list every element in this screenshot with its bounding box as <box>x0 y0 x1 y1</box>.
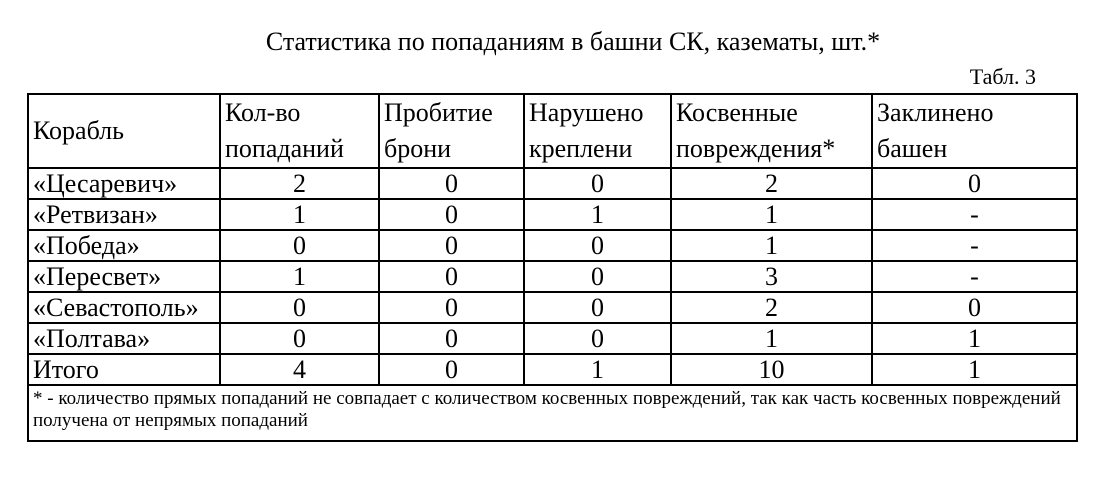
hits-cell: 0 <box>220 323 379 354</box>
total-indirect-damage-cell: 10 <box>671 354 872 385</box>
header-row <box>28 94 1077 168</box>
total-row <box>28 354 1077 385</box>
armor-penetration-cell: 0 <box>379 199 524 230</box>
statistics-table <box>27 93 1078 442</box>
total-jammed-turrets-cell: 1 <box>872 354 1077 385</box>
armor-penetration-cell: 0 <box>379 323 524 354</box>
footnote-row <box>28 385 1077 441</box>
hits-cell: 1 <box>220 261 379 292</box>
indirect-damage-cell: 1 <box>671 199 872 230</box>
mounting-damage-cell: 0 <box>524 261 671 292</box>
header-jammed-turrets <box>872 94 1077 168</box>
mounting-damage-cell: 0 <box>524 230 671 261</box>
total-label-cell: Итого <box>28 354 220 385</box>
hits-cell: 1 <box>220 199 379 230</box>
header-jammed-line-1: Заклинено <box>877 98 994 127</box>
header-armor-line-1: Пробитие <box>384 98 493 127</box>
header-mounting-line-2: креплени <box>529 134 633 163</box>
ship-name-cell: «Победа» <box>28 230 220 261</box>
armor-penetration-cell: 0 <box>379 230 524 261</box>
header-indirect-line-2: повреждения* <box>676 134 836 163</box>
hits-cell: 0 <box>220 292 379 323</box>
mounting-damage-cell: 0 <box>524 168 671 199</box>
header-hits-line-1: Кол-во <box>225 98 301 127</box>
indirect-damage-cell: 1 <box>671 230 872 261</box>
footnote: * - количество прямых попаданий не совпадает с количеством косвенных повреждений, так как часть косвенных повреждений получена от непрямых попаданий <box>28 385 1077 441</box>
header-armor-line-2: брони <box>384 134 452 163</box>
total-hits-cell: 4 <box>220 354 379 385</box>
mounting-damage-cell: 0 <box>524 323 671 354</box>
indirect-damage-cell: 3 <box>671 261 872 292</box>
ship-name-cell: «Ретвизан» <box>28 199 220 230</box>
table-row <box>28 323 1077 354</box>
indirect-damage-cell: 1 <box>671 323 872 354</box>
header-indirect-line-1: Косвенные <box>676 98 798 127</box>
header-mounting-damage <box>524 94 671 168</box>
jammed-turrets-cell: 0 <box>872 168 1077 199</box>
ship-name-cell: «Полтава» <box>28 323 220 354</box>
hits-cell: 0 <box>220 230 379 261</box>
armor-penetration-cell: 0 <box>379 292 524 323</box>
header-hits-line-2: попаданий <box>225 134 344 163</box>
hits-cell: 2 <box>220 168 379 199</box>
indirect-damage-cell: 2 <box>671 292 872 323</box>
header-mounting-line-1: Нарушено <box>529 98 644 127</box>
jammed-turrets-cell: - <box>872 199 1077 230</box>
jammed-turrets-cell: 1 <box>872 323 1077 354</box>
header-jammed-line-2: башен <box>877 134 948 163</box>
header-ship-line: Корабль <box>33 116 124 145</box>
ship-name-cell: «Цесаревич» <box>28 168 220 199</box>
ship-name-cell: «Севастополь» <box>28 292 220 323</box>
table-row <box>28 230 1077 261</box>
armor-penetration-cell: 0 <box>379 168 524 199</box>
table-row <box>28 261 1077 292</box>
table-number: Табл. 3 <box>969 64 1036 89</box>
mounting-damage-cell: 1 <box>524 199 671 230</box>
header-hits <box>220 94 379 168</box>
ship-name-cell: «Пересвет» <box>28 261 220 292</box>
header-indirect-damage <box>671 94 872 168</box>
total-mounting-damage-cell: 1 <box>524 354 671 385</box>
header-armor-penetration <box>379 94 524 168</box>
total-armor-penetration-cell: 0 <box>379 354 524 385</box>
table-row <box>28 292 1077 323</box>
table-title: Статистика по попаданиям в башни СК, казематы, шт.* <box>265 27 881 56</box>
mounting-damage-cell: 0 <box>524 292 671 323</box>
jammed-turrets-cell: - <box>872 230 1077 261</box>
table-row <box>28 199 1077 230</box>
indirect-damage-cell: 2 <box>671 168 872 199</box>
jammed-turrets-cell: 0 <box>872 292 1077 323</box>
armor-penetration-cell: 0 <box>379 261 524 292</box>
jammed-turrets-cell: - <box>872 261 1077 292</box>
header-ship <box>28 94 220 168</box>
table-row <box>28 168 1077 199</box>
